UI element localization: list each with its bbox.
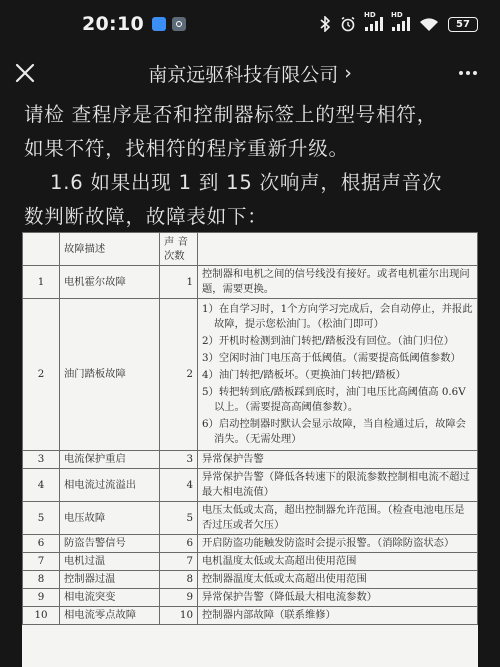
solution-line: 2）开机时检测到油门转把/踏板没有回位。（油门归位） [202, 335, 454, 347]
signal-strength-icon [364, 11, 383, 31]
fault-number: 5 [23, 502, 60, 535]
table-row [23, 571, 478, 589]
network-type-label: HD [364, 11, 376, 19]
fault-description: 控制器过温 [60, 571, 160, 589]
fault-solution [198, 571, 478, 589]
cloud-app-icon [152, 17, 166, 31]
beep-count: 9 [160, 589, 198, 607]
solution-line: 异常保护告警（降低最大相电流参数） [202, 591, 378, 603]
fault-solution [198, 469, 478, 502]
beep-count: 3 [160, 451, 198, 469]
solution-line: 电压太低或太高，超出控制器允许范围。（检查电池电压是否过压或者欠压） [202, 504, 465, 531]
beep-count: 1 [160, 266, 198, 299]
title-bar [0, 48, 500, 98]
table-row [23, 299, 478, 451]
header-count-line2: 次数 [164, 250, 185, 262]
fault-description: 油门踏板故障 [60, 299, 160, 451]
fault-number: 8 [23, 571, 60, 589]
bluetooth-icon [320, 16, 331, 32]
table-row [23, 469, 478, 502]
article-line: 如果不符，找相符的程序重新升级。 [24, 137, 349, 160]
solution-line: 异常保护告警 [202, 453, 264, 465]
solution-line: 异常保护告警（降低各转速下的限流参数控制相电流不超过最大相电流值） [202, 471, 470, 498]
table-header-row [23, 233, 478, 266]
beep-count: 2 [160, 299, 198, 451]
battery-icon [448, 17, 478, 32]
fault-solution [198, 589, 478, 607]
fault-number: 7 [23, 553, 60, 571]
fault-number: 2 [23, 299, 60, 451]
beep-count: 6 [160, 535, 198, 553]
header-count [160, 233, 198, 266]
table-row [23, 535, 478, 553]
beep-count: 8 [160, 571, 198, 589]
chevron-right-icon: › [344, 62, 352, 84]
notification-icons [152, 17, 186, 31]
signal-strength-icon-2 [391, 11, 410, 31]
fault-number: 10 [23, 607, 60, 625]
solution-line: 电机温度太低或太高超出使用范围 [202, 555, 357, 567]
fault-number: 4 [23, 469, 60, 502]
status-bar [0, 0, 500, 48]
article-line: 数判断故障，故障表如下： [24, 205, 268, 228]
table-row [23, 553, 478, 571]
fault-description: 相电流过流溢出 [60, 469, 160, 502]
fault-description: 相电流突变 [60, 589, 160, 607]
fault-number: 1 [23, 266, 60, 299]
fault-number: 6 [23, 535, 60, 553]
fault-solution [198, 502, 478, 535]
solution-line: 3）空闲时油门电压高于低阈值。（需要提高低阈值参数） [202, 352, 461, 364]
fault-number: 3 [23, 451, 60, 469]
solution-line: 6）启动控制器时默认会显示故障，当自检通过后，故障会消失。（无需处理） [202, 418, 466, 445]
network-type-label-2: HD [391, 11, 403, 19]
solution-line: 5）转把转到底/踏板踩到底时，油门电压比高阈值高 0.6V 以上。（需要提高高阈值参数）。 [202, 386, 466, 413]
table-row [23, 607, 478, 625]
fault-table-image[interactable] [22, 232, 478, 667]
article-line: 请检 查程序是否和控制器标签上的型号相符， [24, 103, 437, 126]
article-body [24, 98, 484, 234]
solution-line: 4）油门转把/踏板坏。（更换油门转把/踏板） [202, 369, 406, 381]
alarm-clock-icon [340, 16, 356, 32]
solution-line: 1）在自学习时，1个方向学习完成后，会自动停止，并报此故障，提示您松油门。（松油门即可） [202, 303, 473, 330]
solution-line: 控制器温度太低或太高超出使用范围 [202, 573, 367, 585]
beep-count: 4 [160, 469, 198, 502]
beep-count: 7 [160, 553, 198, 571]
table-row [23, 266, 478, 299]
fault-solution [198, 535, 478, 553]
table-row [23, 502, 478, 535]
fault-solution [198, 451, 478, 469]
wifi-icon [419, 17, 439, 32]
fault-table-body [23, 266, 478, 625]
header-solution [198, 233, 478, 266]
solution-line: 控制器内部故障（联系维修） [202, 609, 336, 621]
fault-description: 相电流零点故障 [60, 607, 160, 625]
fault-solution [198, 266, 478, 299]
solution-line: 开启防盗功能触发防盗时会提示报警。（消除防盗状态） [202, 537, 455, 549]
fault-description: 电压故障 [60, 502, 160, 535]
fault-description: 电机过温 [60, 553, 160, 571]
fault-solution [198, 299, 478, 451]
status-indicators [320, 11, 478, 32]
fault-solution [198, 553, 478, 571]
header-description: 故障描述 [60, 233, 160, 266]
fault-table [22, 232, 478, 625]
settings-app-icon [172, 17, 186, 31]
fault-solution [198, 607, 478, 625]
more-dot-icon [466, 71, 470, 75]
account-title-link[interactable] [0, 48, 500, 98]
status-time: 20:10 [82, 13, 144, 35]
more-dot-icon [473, 71, 477, 75]
battery-level: 57 [456, 18, 470, 30]
fault-description: 防盗告警信号 [60, 535, 160, 553]
fault-description: 电流保护重启 [60, 451, 160, 469]
table-row [23, 451, 478, 469]
table-row [23, 589, 478, 607]
header-count-line1: 声 音 [164, 236, 188, 248]
page-title: 南京远驱科技有限公司 [148, 63, 339, 86]
close-button[interactable] [12, 60, 38, 86]
header-no [23, 233, 60, 266]
more-options-button[interactable] [456, 61, 480, 85]
solution-line: 控制器和电机之间的信号线没有接好。或者电机霍尔出现问题，需要更换。 [202, 268, 470, 295]
close-icon [12, 60, 38, 86]
fault-description: 电机霍尔故障 [60, 266, 160, 299]
beep-count: 5 [160, 502, 198, 535]
article-line: 1.6 如果出现 1 到 15 次响声，根据声音次 [50, 171, 443, 194]
fault-number: 9 [23, 589, 60, 607]
beep-count: 10 [160, 607, 198, 625]
more-dot-icon [459, 71, 463, 75]
